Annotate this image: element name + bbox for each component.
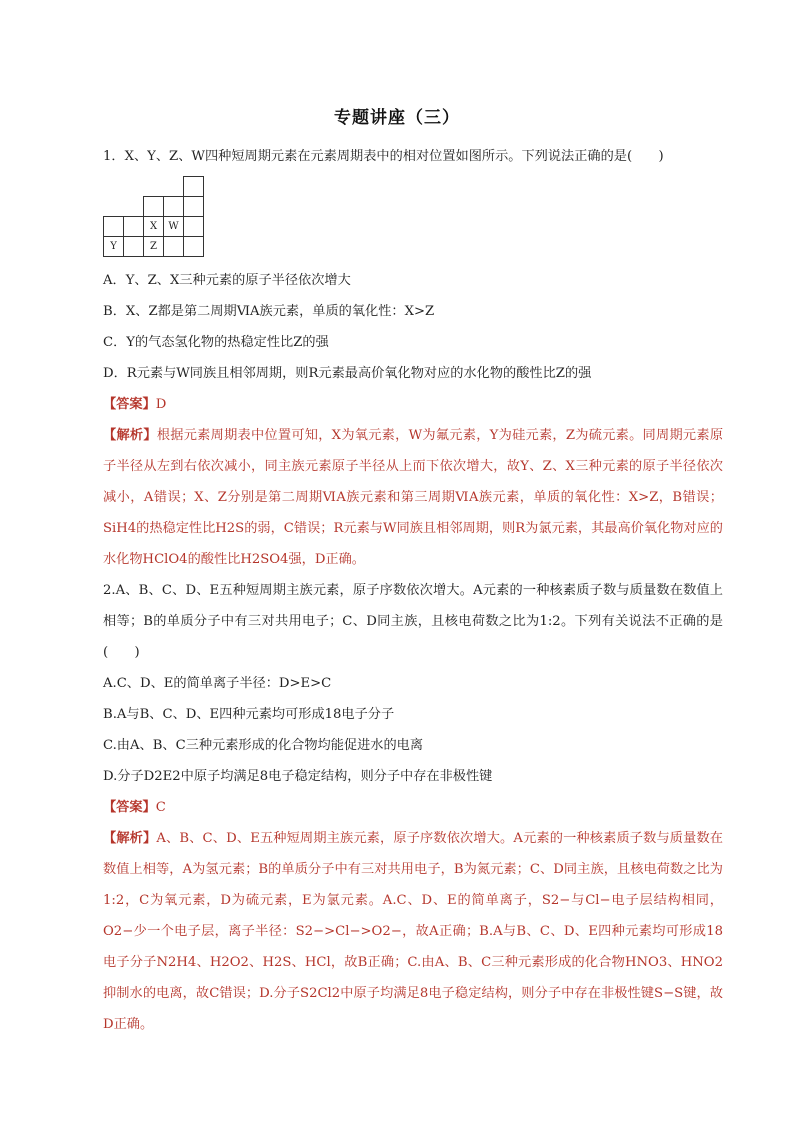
- table-cell: [124, 217, 144, 237]
- answer-label: 【答案】: [103, 800, 156, 815]
- q1-option-b: B．X、Z都是第二周期ⅥA族元素，单质的氧化性：X>Z: [103, 304, 435, 319]
- analysis-label: 【解析】: [103, 831, 157, 846]
- page-title: 专题讲座（三）: [334, 108, 460, 128]
- table-cell: [184, 237, 204, 257]
- analysis-text: 根据元素周期表中位置可知，X为氧元素，W为氟元素，Y为硅元素，Z为硫元素。同周期元素原子半径从左到右依次减小，同主族元素原子半径从上而下依次增大，故Y、Z、X三种元素的原子半径依次减小，A错误；X、Z分别是第二周期ⅥA族元素和第三周期ⅥA族元素，单质的氧化性：X>Z，B错误；SiH4的热稳定性比H2S的弱，C错误；R元素与W同族且相邻周期，则R为氯元素，其最高价氧化物对应的水化物HClO4的酸性比H2SO4强，D正确。: [103, 428, 724, 567]
- analysis-label: 【解析】: [103, 428, 157, 443]
- q1-option-d: D．R元素与W同族且相邻周期，则R元素最高价氧化物对应的水化物的酸性比Z的强: [103, 366, 592, 381]
- table-cell: [124, 237, 144, 257]
- q2-option-d: D.分子D2E2中原子均满足8电子稳定结构，则分子中存在非极性键: [103, 769, 493, 784]
- table-cell: [164, 237, 184, 257]
- q1-analysis: [103, 420, 723, 575]
- q2-option-b: B.A与B、C、D、E四种元素均可形成18电子分子: [103, 707, 395, 722]
- q2-analysis: [103, 823, 723, 1040]
- answer-value: D: [155, 397, 167, 412]
- answer-label: 【答案】: [103, 397, 156, 412]
- q2-option-c: C.由A、B、C三种元素形成的化合物均能促进水的电离: [103, 738, 424, 753]
- analysis-text: A、B、C、D、E五种短周期主族元素，原子序数依次增大。A元素的一种核素质子数与质量数在数值上相等，A为氢元素；B的单质分子中有三对共用电子，B为氮元素；C、D同主族，且核电荷数之比为1:2，C为氧元素，D为硫元素，E为氯元素。A.C、D、E的简单离子，S2−与Cl−电子层结构相同，O2−少一个电子层，离子半径：S2−>Cl−>O2−，故A正确；B.A与B、C、D、E四种元素均可形成18电子分子N2H4、H2O2、H2S、HCl，故B正确；C.由A、B、C三种元素形成的化合物HNO3、HNO2抑制水的电离，故C错误；D.分子S2Cl2中原子均满足8电子稳定结构，则分子中存在非极性键S−S键，故D正确。: [103, 831, 723, 1032]
- table-cell: [184, 217, 204, 237]
- table-cell-w: W: [164, 217, 184, 237]
- table-cell-x: X: [144, 217, 164, 237]
- table-cell: [144, 197, 164, 217]
- q2-answer: [103, 792, 723, 823]
- q1-answer: [103, 389, 723, 420]
- table-cell: [164, 197, 184, 217]
- table-cell-y: Y: [104, 237, 124, 257]
- table-cell: [104, 217, 124, 237]
- periodic-table-fragment: [103, 176, 204, 257]
- q1-stem: 1．X、Y、Z、W四种短周期元素在元素周期表中的相对位置如图所示。下列说法正确的是( ): [103, 149, 664, 164]
- table-cell: [184, 197, 204, 217]
- q1-option-c: C．Y的气态氢化物的热稳定性比Z的强: [103, 335, 329, 350]
- table-cell-z: Z: [144, 237, 164, 257]
- q2-option-a: A.C、D、E的简单离子半径：D>E>C: [103, 676, 332, 691]
- q1-option-a: A．Y、Z、X三种元素的原子半径依次增大: [103, 273, 351, 288]
- table-cell: [184, 177, 204, 197]
- answer-value: C: [155, 800, 166, 815]
- q2-stem: 2.A、B、C、D、E五种短周期主族元素，原子序数依次增大。A元素的一种核素质子数与质量数在数值上相等；B的单质分子中有三对共用电子；C、D同主族，且核电荷数之比为1:2。下列有关说法不正确的是( ): [103, 583, 723, 660]
- content: [103, 141, 723, 1040]
